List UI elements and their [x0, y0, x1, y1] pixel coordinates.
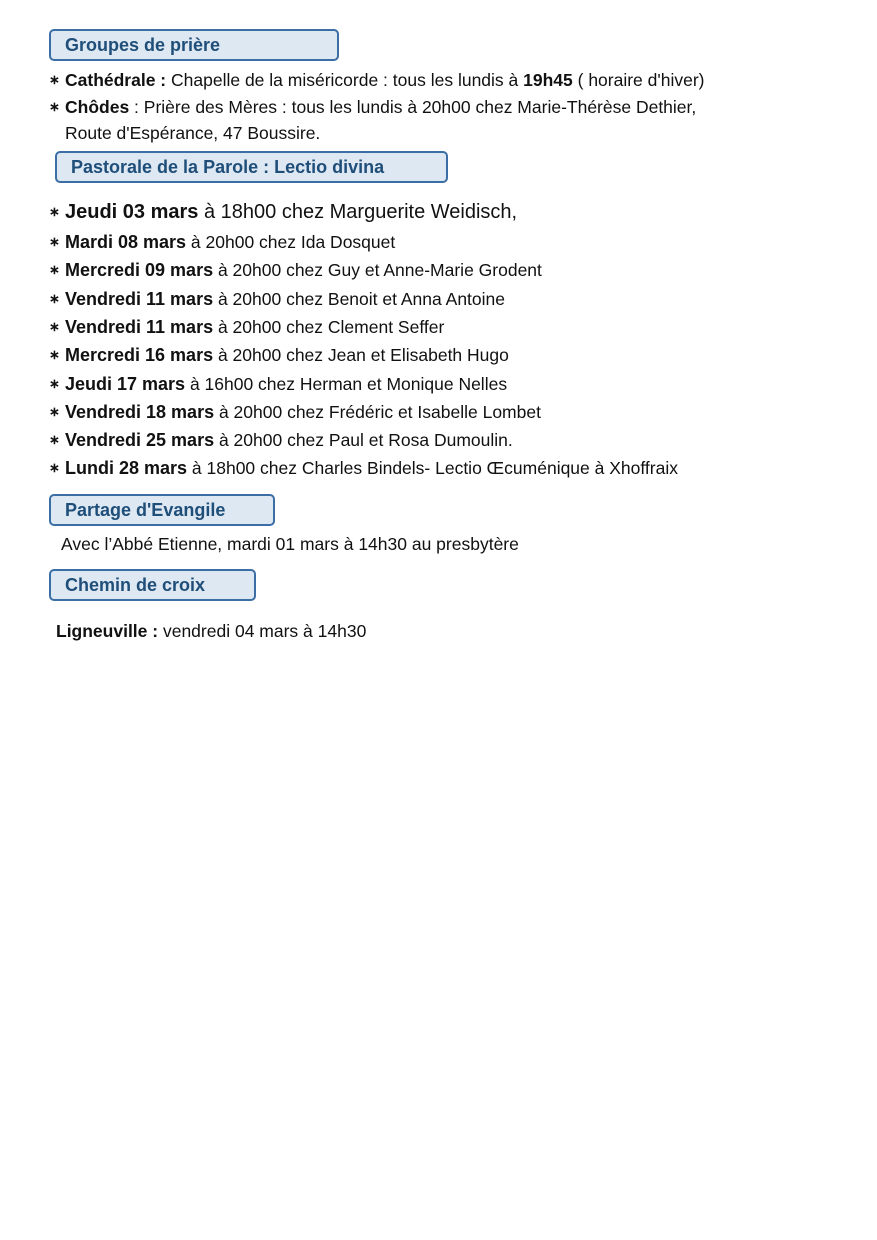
place-name: Ligneuville :	[56, 621, 159, 641]
heading-partage-d-evangile: Partage d'Evangile	[49, 494, 275, 526]
place-name: Cathédrale :	[65, 70, 167, 90]
bullet-icon: ∗	[49, 262, 60, 277]
lectio-detail: à 16h00 chez Herman et Monique Nelles	[185, 374, 508, 394]
lectio-date: Jeudi 03 mars	[65, 201, 199, 223]
prayer-text: Chapelle de la miséricorde : tous les lundis à	[166, 70, 524, 90]
bullet-icon: ∗	[49, 291, 60, 306]
lectio-date: Mardi 08 mars	[65, 232, 187, 252]
lectio-detail: à 20h00 chez Jean et Elisabeth Hugo	[213, 345, 509, 365]
lectio-date: Vendredi 11 mars	[65, 289, 214, 309]
lectio-date: Vendredi 18 mars	[65, 402, 215, 422]
prayer-item-cathedrale	[49, 69, 705, 91]
lectio-detail: à 20h00 chez Ida Dosquet	[186, 232, 396, 252]
lectio-item	[49, 429, 513, 451]
lectio-date: Jeudi 17 mars	[65, 374, 186, 394]
bullet-icon: ∗	[49, 404, 60, 419]
heading-lectio-divina: Pastorale de la Parole : Lectio divina	[55, 151, 448, 183]
lectio-item	[49, 457, 678, 479]
lectio-date: Vendredi 11 mars	[65, 317, 214, 337]
lectio-item	[49, 344, 509, 366]
bullet-icon: ∗	[49, 460, 60, 475]
bullet-icon: ∗	[49, 72, 60, 87]
lectio-detail: à 20h00 chez Benoit et Anna Antoine	[213, 289, 505, 309]
lectio-detail: à 20h00 chez Frédéric et Isabelle Lombet	[214, 402, 541, 422]
bullet-icon: ∗	[49, 319, 60, 334]
bullet-icon: ∗	[49, 99, 60, 114]
bullet-icon: ∗	[49, 204, 60, 219]
lectio-detail: à 20h00 chez Guy et Anne-Marie Grodent	[213, 260, 542, 280]
lectio-date: Vendredi 25 mars	[65, 430, 215, 450]
place-name: Chôdes	[65, 97, 130, 117]
lectio-item	[49, 316, 444, 338]
lectio-item	[49, 201, 517, 223]
bullet-icon: ∗	[49, 234, 60, 249]
heading-chemin-de-croix: Chemin de croix	[49, 569, 256, 601]
lectio-item	[49, 288, 505, 310]
lectio-item	[49, 401, 541, 423]
bullet-icon: ∗	[49, 347, 60, 362]
prayer-text: : Prière des Mères : tous les lundis à 20h00 chez Marie-Thérèse Dethier,	[129, 97, 697, 117]
prayer-time: 19h45	[523, 70, 573, 90]
cross-item	[56, 620, 366, 642]
lectio-detail: à 20h00 chez Clement Seffer	[213, 317, 445, 337]
lectio-item	[49, 373, 507, 395]
bullet-icon: ∗	[49, 432, 60, 447]
lectio-detail: à 20h00 chez Paul et Rosa Dumoulin.	[214, 430, 513, 450]
prayer-note: ( horaire d'hiver)	[572, 70, 705, 90]
prayer-item-chodes-continuation: Route d'Espérance, 47 Boussire.	[65, 123, 321, 143]
lectio-item	[49, 231, 395, 253]
bullet-icon: ∗	[49, 376, 60, 391]
lectio-item	[49, 259, 542, 281]
prayer-item-chodes	[49, 96, 696, 118]
lectio-detail: à 18h00 chez Charles Bindels- Lectio Œcuménique à Xhoffraix	[187, 458, 678, 478]
lectio-date: Mercredi 16 mars	[65, 345, 214, 365]
lectio-date: Mercredi 09 mars	[65, 260, 214, 280]
gospel-text: Avec l’Abbé Etienne, mardi 01 mars à 14h30 au presbytère	[61, 534, 519, 554]
heading-groupes-de-priere: Groupes de prière	[49, 29, 339, 61]
cross-detail: vendredi 04 mars à 14h30	[158, 621, 367, 641]
lectio-date: Lundi 28 mars	[65, 458, 188, 478]
lectio-detail: à 18h00 chez Marguerite Weidisch,	[198, 201, 518, 223]
